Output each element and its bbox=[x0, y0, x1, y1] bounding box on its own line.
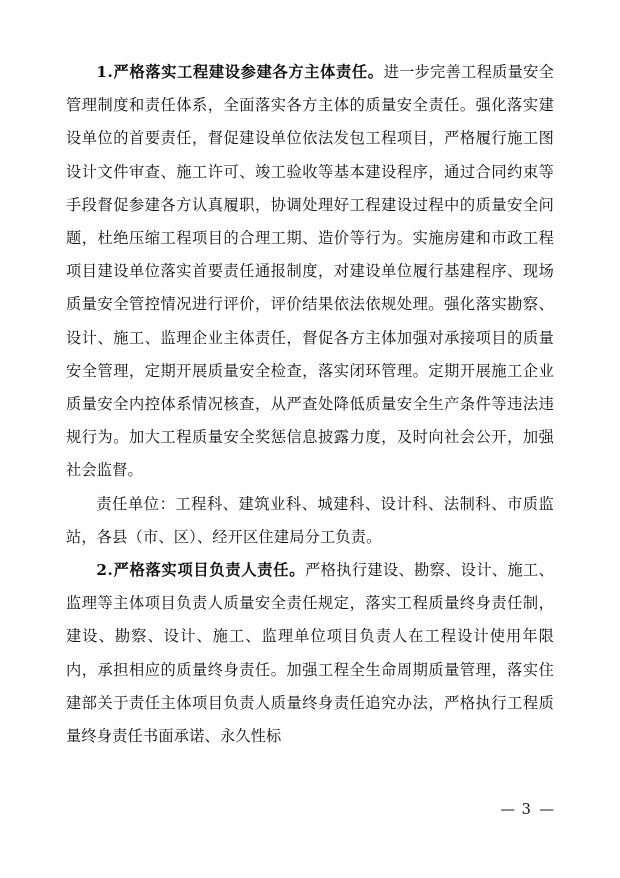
paragraph-1-text: 进一步完善工程质量安全管理制度和责任体系，全面落实各方主体的质量安全责任。强化落实建设单位的首要责任，督促建设单位依法发包工程项目，严格履行施工图设计文件审查、施工许可、竣工验收等基本建设程序，通过合同约束等手段督促参建各方认真履职，协调处理好工程建设过程中的质量安全问题，杜绝压缩工程项目的合理工期、造价等行为。实施房建和市政工程项目建设单位落实首要责任通报制度，对建设单位履行基建程序、现场质量安全管控情况进行评价，评价结果依法依规处理。强化落实勘察、设计、施工、监理企业主体责任，督促各方主体加强对承接项目的质量安全管理，定期开展质量安全检查，落实闭环管理。定期开展施工企业质量安全内控体系情况核查，从严查处降低质量安全生产条件等违法违规行为。加大工程质量安全奖惩信息披露力度，及时向社会公开，加强社会监督。 bbox=[66, 63, 554, 480]
paragraph-3-heading: 2.严格落实项目负责人责任。 bbox=[96, 561, 306, 580]
footer-dash-left: — bbox=[500, 802, 516, 818]
paragraph-2-text: 责任单位：工程科、建筑业科、城建科、设计科、法制科、市质监站，各县（市、区）、经开区住建局分工负责。 bbox=[66, 494, 554, 546]
paragraph-1 bbox=[66, 56, 554, 488]
document-body bbox=[66, 56, 554, 753]
paragraph-1-heading: 1.严格落实工程建设参建各方主体责任。 bbox=[96, 63, 384, 81]
page-number: 3 bbox=[521, 802, 533, 818]
paragraph-3 bbox=[66, 554, 554, 753]
page-footer bbox=[0, 802, 554, 818]
paragraph-2-responsible-units bbox=[66, 488, 554, 554]
footer-dash-right: — bbox=[539, 802, 554, 818]
paragraph-3-text: 严格执行建设、勘察、设计、施工、监理等主体项目负责人质量安全责任规定，落实工程质量终身责任制，建设、勘察、设计、施工、监理单位项目负责人在工程设计使用年限内，承担相应的质量终身责任。加强工程全生命周期质量管理，落实住建部关于责任主体项目负责人质量终身责任追究办法，严格执行工程质量终身责任书面承诺、永久性标 bbox=[66, 561, 554, 746]
